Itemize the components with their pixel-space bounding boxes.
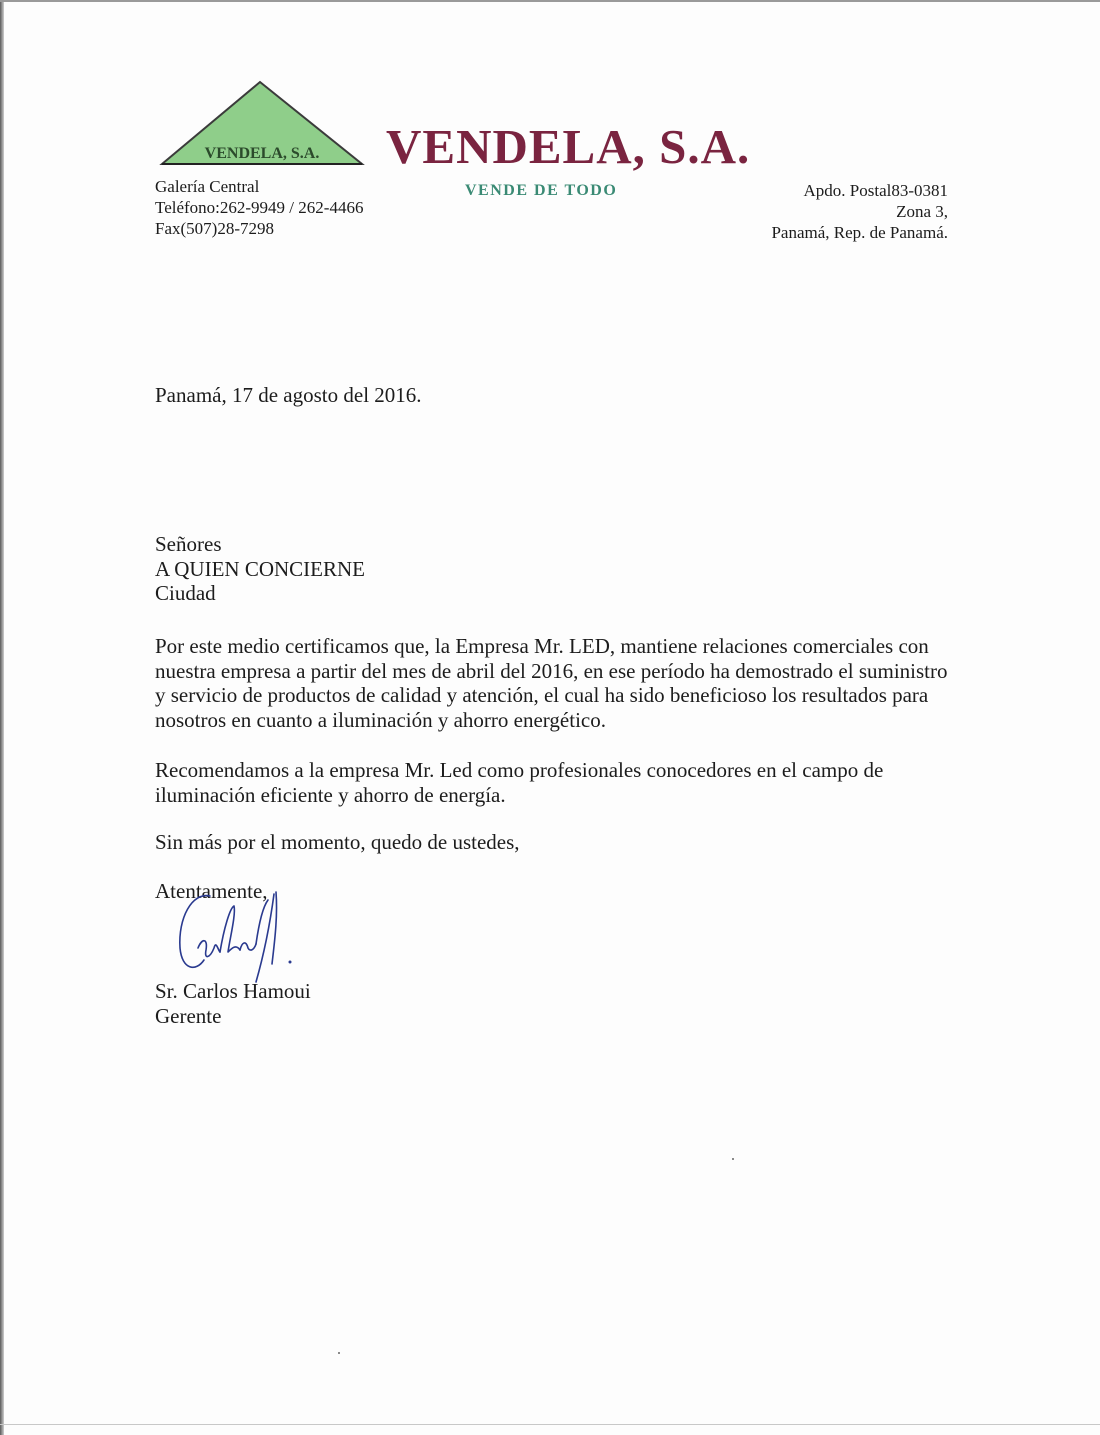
- address-line: Apdo. Postal83-0381: [803, 181, 948, 200]
- address-line: Zona 3,: [896, 202, 948, 221]
- body-paragraph: Recomendamos a la empresa Mr. Led como profesionales conocedores en el campo de iluminación eficiente y ahorro de energía.: [155, 758, 884, 807]
- closing-salutation: Atentamente,: [155, 879, 268, 903]
- scan-speck: [338, 1352, 340, 1354]
- company-logo: [158, 80, 366, 166]
- company-name: VENDELA, S.A.: [386, 119, 751, 174]
- address-block-left: [155, 176, 363, 239]
- signature: [170, 878, 300, 990]
- signer-block: [155, 979, 311, 1028]
- address-line: Fax(507)28-7298: [155, 219, 274, 238]
- address-line: Teléfono:262-9949 / 262-4466: [155, 198, 364, 217]
- signer-title: Gerente: [155, 1003, 222, 1028]
- scan-edge-top: [0, 0, 1100, 2]
- scan-edge: [0, 0, 4, 1435]
- recipient-line: A QUIEN CONCIERNE: [155, 556, 365, 581]
- address-line: Panamá, Rep. de Panamá.: [771, 223, 948, 242]
- signer-name: Sr. Carlos Hamoui: [155, 979, 311, 1003]
- recipient-line: Señores: [155, 532, 222, 556]
- body-paragraph: Por este medio certificamos que, la Empresa Mr. LED, mantiene relaciones comerciales con nuestra empresa a partir del mes de abril del 2016, en ese período ha demostrado el suministro y servicio de productos de calidad y atención, el cual ha sido beneficioso los resultados para nosotros en cuanto a iluminación y ahorro energético.: [155, 634, 948, 732]
- company-tagline: VENDE DE TODO: [465, 182, 618, 199]
- scan-speck: [732, 1158, 734, 1160]
- body-paragraph: Sin más por el momento, quedo de ustedes,: [155, 830, 520, 854]
- letter-date: Panamá, 17 de agosto del 2016.: [155, 383, 422, 407]
- scan-edge-bottom: [0, 1424, 1100, 1425]
- logo-text: VENDELA, S.A.: [204, 145, 320, 162]
- address-block-right: [771, 180, 948, 243]
- recipient-block: [155, 532, 365, 606]
- address-line: Galería Central: [155, 177, 260, 196]
- recipient-line: Ciudad: [155, 581, 216, 605]
